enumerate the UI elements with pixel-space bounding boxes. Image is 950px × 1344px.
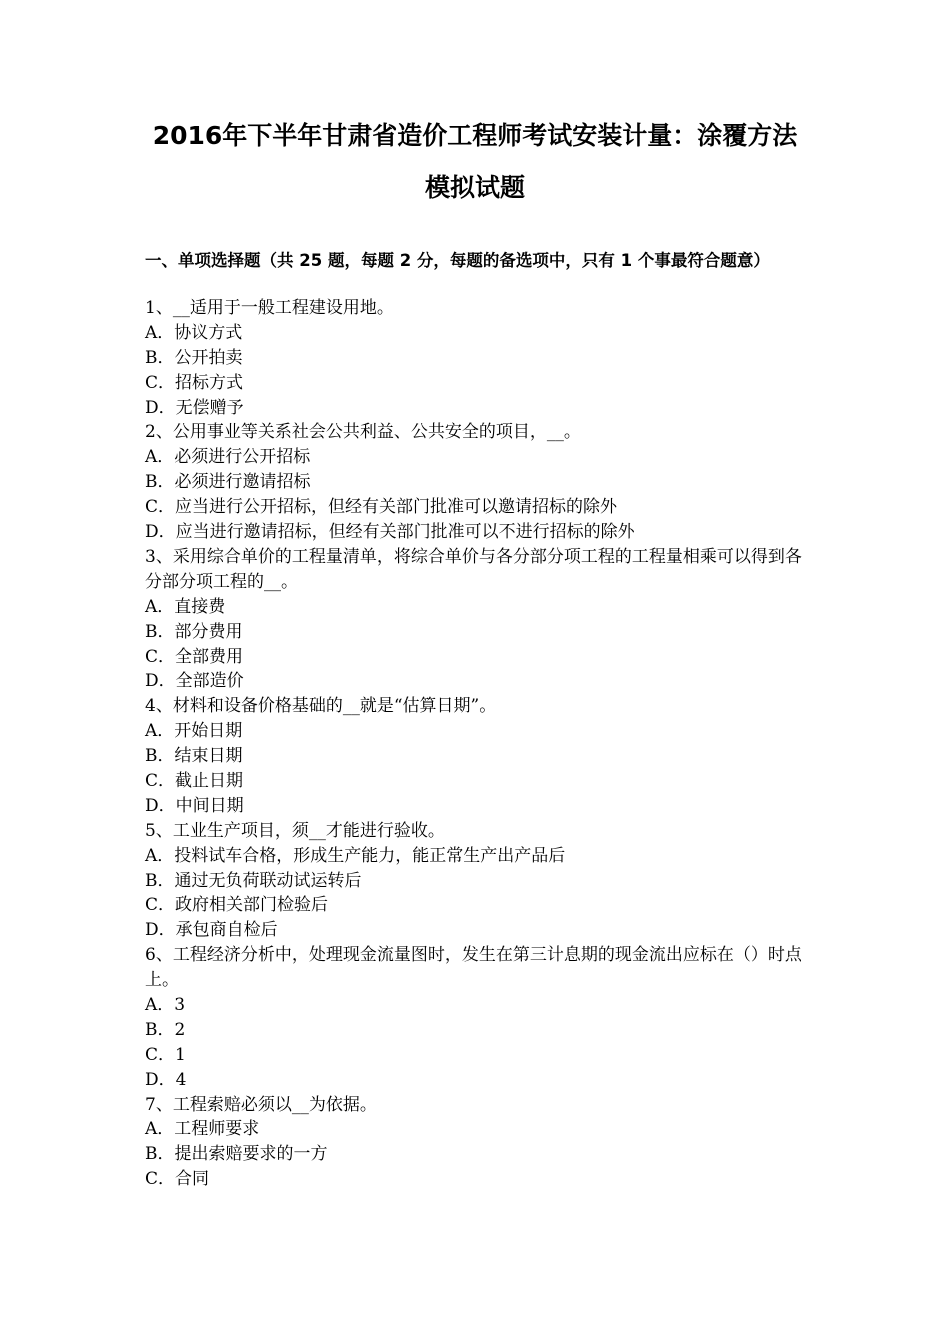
answer-option: C．全部费用 — [145, 646, 244, 667]
question-text: 1、__适用于一般工程建设用地。 — [145, 298, 394, 318]
answer-option: B．提出索赔要求的一方 — [145, 1144, 328, 1165]
answer-option: B．2 — [145, 1019, 186, 1040]
answer-option: A．协议方式 — [145, 322, 243, 343]
question-text: 3、采用综合单价的工程量清单，将综合单价与各分部分项工程的工程量相乘可以得到各分部分项工程的__。 — [145, 546, 802, 592]
question-text: 6、工程经济分析中，处理现金流量图时，发生在第三计息期的现金流出应标在（）时点上。 — [145, 945, 802, 991]
answer-option: C．1 — [145, 1044, 186, 1065]
answer-option: B．公开拍卖 — [145, 347, 243, 368]
answer-option: D．承包商自检后 — [145, 920, 278, 941]
answer-option: C．政府相关部门检验后 — [145, 895, 329, 916]
section-heading: 一、单项选择题（共 25 题，每题 2 分，每题的备选项中，只有 1 个事最符合题意） — [145, 251, 770, 270]
question-text: 2、公用事业等关系社会公共利益、公共安全的项目，__。 — [145, 422, 581, 443]
answer-option: D．无偿赠予 — [145, 397, 244, 418]
document-title-line-2: 模拟试题 — [424, 173, 525, 202]
answer-option: C．合同 — [145, 1169, 210, 1190]
answer-option: B．结束日期 — [145, 746, 243, 767]
question-text: 5、工业生产项目，须__才能进行验收。 — [145, 820, 445, 841]
question-text: 4、材料和设备价格基础的__就是“估算日期”。 — [145, 696, 497, 717]
answer-option: D．应当进行邀请招标，但经有关部门批准可以不进行招标的除外 — [145, 522, 635, 543]
question-list — [145, 296, 810, 1192]
answer-option: C．招标方式 — [145, 372, 244, 393]
answer-option: C．应当进行公开招标，但经有关部门批准可以邀请招标的除外 — [145, 497, 618, 518]
answer-option: B．通过无负荷联动试运转后 — [145, 870, 362, 891]
answer-option: A．工程师要求 — [145, 1119, 260, 1140]
answer-option: A．3 — [145, 995, 186, 1015]
answer-option: B．部分费用 — [145, 621, 243, 642]
document-title-line-1: 2016年下半年甘肃省造价工程师考试安装计量：涂覆方法 — [152, 121, 798, 150]
answer-option: A．直接费 — [145, 596, 226, 617]
answer-option: D．全部造价 — [145, 671, 244, 692]
answer-option: B．必须进行邀请招标 — [145, 472, 311, 493]
answer-option: C．截止日期 — [145, 770, 244, 791]
question-text: 7、工程索赔必须以__为依据。 — [145, 1094, 377, 1115]
answer-option: A．必须进行公开招标 — [145, 447, 311, 468]
answer-option: A．开始日期 — [145, 721, 243, 742]
answer-option: D．中间日期 — [145, 795, 244, 816]
answer-option: A．投料试车合格，形成生产能力，能正常生产出产品后 — [145, 845, 566, 866]
answer-option: D．4 — [145, 1069, 187, 1090]
